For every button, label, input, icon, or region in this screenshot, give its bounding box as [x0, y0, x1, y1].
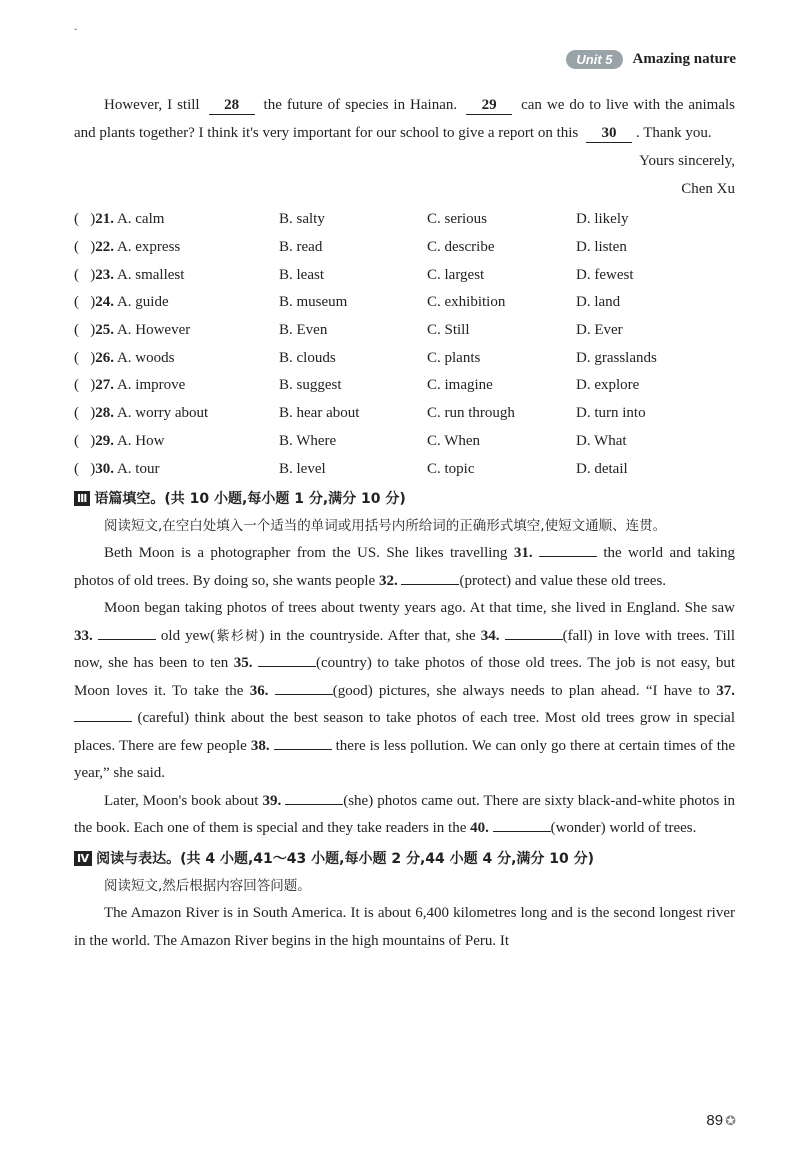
- mcq-question: [74, 428, 279, 456]
- question-number: 26.: [95, 349, 114, 366]
- option-d: D. What: [576, 432, 627, 449]
- mcq-row: [74, 344, 657, 372]
- text-run: Later, Moon's book about: [104, 792, 259, 809]
- question-number-38: 38.: [250, 737, 270, 754]
- option-c: C. exhibition: [427, 294, 506, 311]
- option-a: A. worry about: [116, 405, 209, 422]
- mcq-options-table: [74, 206, 657, 483]
- question-number-37: 37.: [716, 682, 736, 699]
- text-run: (good) pictures, she always needs to plan ahead. “I have to: [332, 682, 711, 699]
- answer-paren[interactable]: ( ): [74, 377, 96, 394]
- text-run: (country) to take photos of those old trees. The job is not easy, but Moon loves it. To take the: [74, 655, 736, 699]
- page-header: [566, 50, 736, 69]
- blank-29[interactable]: 29: [466, 96, 512, 115]
- question-number: 25.: [95, 322, 114, 339]
- text-run: However, I still: [104, 97, 200, 113]
- mcq-row: [74, 289, 657, 317]
- section-3-instruction: 阅读短文,在空白处填入一个适当的单词或用括号内所给词的正确形式填空,使短文通顺、连贯。: [104, 517, 667, 534]
- section-4-instruction: 阅读短文,然后根据内容回答问题。: [104, 877, 311, 894]
- option-a: A. guide: [116, 294, 169, 311]
- section-4-title: 阅读与表达。(共 4 小题,41～43 小题,每小题 2 分,44 小题 4 分,满分 10 分): [96, 850, 595, 867]
- question-number-32: 32.: [378, 572, 398, 589]
- text-run: Beth Moon is a photographer from the US. She likes travelling: [104, 545, 508, 562]
- option-b: B. level: [279, 460, 326, 477]
- mcq-row: [74, 206, 657, 234]
- option-d: D. detail: [576, 460, 628, 477]
- letter-closing: Yours sincerely,: [639, 153, 735, 169]
- option-d: D. likely: [576, 211, 629, 228]
- cloze-paragraph-2: [74, 595, 735, 788]
- text-run: (careful) think about the best season to take photos of each tree. Most old trees grow in special places. There are few people: [74, 710, 736, 754]
- answer-blank-36[interactable]: [275, 680, 333, 695]
- gear-icon: ✪: [725, 1112, 736, 1128]
- question-number: 27.: [95, 377, 114, 394]
- option-d: D. fewest: [576, 266, 634, 283]
- option-d: D. turn into: [576, 405, 646, 422]
- unit-title: Amazing nature: [632, 51, 736, 67]
- mcq-row: [74, 234, 657, 262]
- mcq-question: [74, 344, 279, 372]
- section-4-heading: [74, 846, 735, 873]
- text-run: . Thank you.: [636, 124, 712, 141]
- option-b: B. salty: [279, 211, 325, 228]
- mcq-row: [74, 400, 657, 428]
- text-run: the world and taking photos of old trees. By doing so, she wants people: [74, 545, 735, 589]
- question-number-36: 36.: [249, 682, 269, 699]
- option-c: C. serious: [427, 211, 487, 228]
- answer-blank-39[interactable]: [285, 790, 343, 805]
- answer-blank-33[interactable]: [98, 625, 156, 640]
- mcq-question: [74, 261, 279, 289]
- mcq-row: [74, 428, 657, 456]
- corner-mark: ˇ: [74, 28, 78, 39]
- question-number: 29.: [95, 432, 114, 449]
- text-run: ) in the countryside. After that, she: [259, 627, 476, 644]
- mcq-question: [74, 289, 279, 317]
- section-3-title: 语篇填空。(共 10 小题,每小题 1 分,满分 10 分): [94, 490, 406, 507]
- text-run: Moon began taking photos of trees about twenty years ago. At that time, she lived in England. She saw: [104, 600, 735, 617]
- reading-paragraph-1: The Amazon River is in South America. It is about 6,400 kilometres long and is the second longest river in the world. The Amazon River begins in the high mountains of Peru. It: [74, 905, 735, 949]
- page-number-text: 89: [706, 1112, 724, 1129]
- option-c: C. plants: [427, 349, 481, 366]
- option-b: B. museum: [279, 294, 348, 311]
- option-a: A. How: [116, 432, 165, 449]
- letter-signature: Chen Xu: [681, 181, 735, 197]
- question-number-34: 34.: [480, 627, 500, 644]
- question-number: 23.: [95, 266, 114, 283]
- mcq-row: [74, 317, 657, 345]
- answer-blank-38[interactable]: [274, 735, 332, 750]
- section-3-heading: [74, 486, 735, 513]
- page-content: [74, 92, 735, 955]
- text-run: (protect) and value these old trees.: [459, 572, 667, 589]
- section-4-number: Ⅳ: [74, 851, 92, 866]
- option-a: A. However: [116, 322, 191, 339]
- option-a: A. woods: [116, 349, 175, 366]
- option-c: C. run through: [427, 405, 515, 422]
- option-d: D. grasslands: [576, 349, 657, 366]
- answer-blank-32[interactable]: [401, 570, 459, 585]
- answer-blank-40[interactable]: [493, 817, 551, 832]
- option-d: D. explore: [576, 377, 640, 394]
- option-c: C. imagine: [427, 377, 493, 394]
- blank-28[interactable]: 28: [209, 96, 255, 115]
- section-3-number: Ⅲ: [74, 491, 90, 506]
- option-a: A. improve: [116, 377, 186, 394]
- option-a: A. express: [116, 239, 181, 256]
- cloze-paragraph-3: [74, 788, 735, 843]
- page-number: [706, 1112, 736, 1129]
- answer-blank-31[interactable]: [539, 542, 597, 557]
- text-run: (she) photos came out. There are sixty black-and-white photos in the book. Each one of them is special and they take readers in the: [74, 792, 736, 837]
- question-number-39: 39.: [262, 792, 282, 809]
- unit-badge: Unit 5: [566, 50, 622, 69]
- option-b: B. least: [279, 266, 324, 283]
- question-number: 28.: [95, 405, 114, 422]
- answer-paren[interactable]: ( ): [74, 266, 96, 283]
- letter-paragraph: [74, 92, 735, 147]
- answer-paren[interactable]: ( ): [74, 349, 96, 366]
- option-a: A. smallest: [116, 266, 185, 283]
- option-d: D. Ever: [576, 322, 623, 339]
- option-c: C. Still: [427, 322, 470, 339]
- option-c: C. topic: [427, 460, 475, 477]
- option-b: B. clouds: [279, 349, 336, 366]
- option-b: B. Even: [279, 322, 328, 339]
- answer-blank-34[interactable]: [505, 625, 563, 640]
- option-b: B. hear about: [279, 405, 360, 422]
- question-number: 24.: [95, 294, 114, 311]
- text-run: (fall) in love with trees. Till now, she has been to ten: [74, 627, 736, 672]
- option-c: C. largest: [427, 266, 485, 283]
- chinese-gloss: 紫杉树: [215, 628, 260, 644]
- mcq-row: [74, 261, 657, 289]
- answer-paren[interactable]: ( ): [74, 322, 96, 339]
- mcq-row: [74, 372, 657, 400]
- question-number-33: 33.: [74, 627, 93, 644]
- blank-30[interactable]: 30: [586, 124, 632, 143]
- mcq-row: [74, 455, 657, 483]
- text-run: there is less pollution. We can only go there at certain times of the year,” she said.: [74, 737, 736, 782]
- text-run: the future of species in Hainan.: [263, 97, 458, 113]
- text-run: old yew(: [160, 627, 216, 644]
- mcq-question: [74, 372, 279, 400]
- option-a: A. calm: [116, 211, 165, 228]
- answer-paren[interactable]: ( ): [74, 432, 96, 449]
- option-b: B. suggest: [279, 377, 342, 394]
- answer-paren[interactable]: ( ): [74, 211, 96, 228]
- answer-paren[interactable]: ( ): [74, 460, 96, 477]
- option-b: B. Where: [279, 432, 337, 449]
- cloze-paragraph-1: [74, 540, 735, 595]
- answer-paren[interactable]: ( ): [74, 405, 96, 422]
- answer-paren[interactable]: ( ): [74, 239, 96, 256]
- option-d: D. land: [576, 294, 621, 311]
- question-number-31: 31.: [513, 545, 533, 562]
- option-c: C. describe: [427, 239, 495, 256]
- answer-paren[interactable]: ( ): [74, 294, 96, 311]
- question-number: 21.: [95, 211, 114, 228]
- question-number: 22.: [95, 239, 114, 256]
- option-d: D. listen: [576, 239, 627, 256]
- option-a: A. tour: [116, 460, 160, 477]
- answer-blank-35[interactable]: [258, 652, 316, 667]
- question-number-35: 35.: [233, 655, 253, 672]
- text-run: can we do to live with the animals and plants together? I think it's very important for our school to give a report on this: [74, 97, 736, 141]
- mcq-question: [74, 206, 279, 234]
- mcq-question: [74, 317, 279, 345]
- option-c: C. When: [427, 432, 481, 449]
- mcq-question: [74, 400, 279, 428]
- mcq-question: [74, 455, 279, 483]
- option-b: B. read: [279, 239, 323, 256]
- mcq-question: [74, 234, 279, 262]
- text-run: (wonder) world of trees.: [550, 820, 697, 837]
- question-number: 30.: [95, 460, 114, 477]
- answer-blank-37[interactable]: [74, 707, 132, 722]
- question-number-40: 40.: [470, 820, 489, 837]
